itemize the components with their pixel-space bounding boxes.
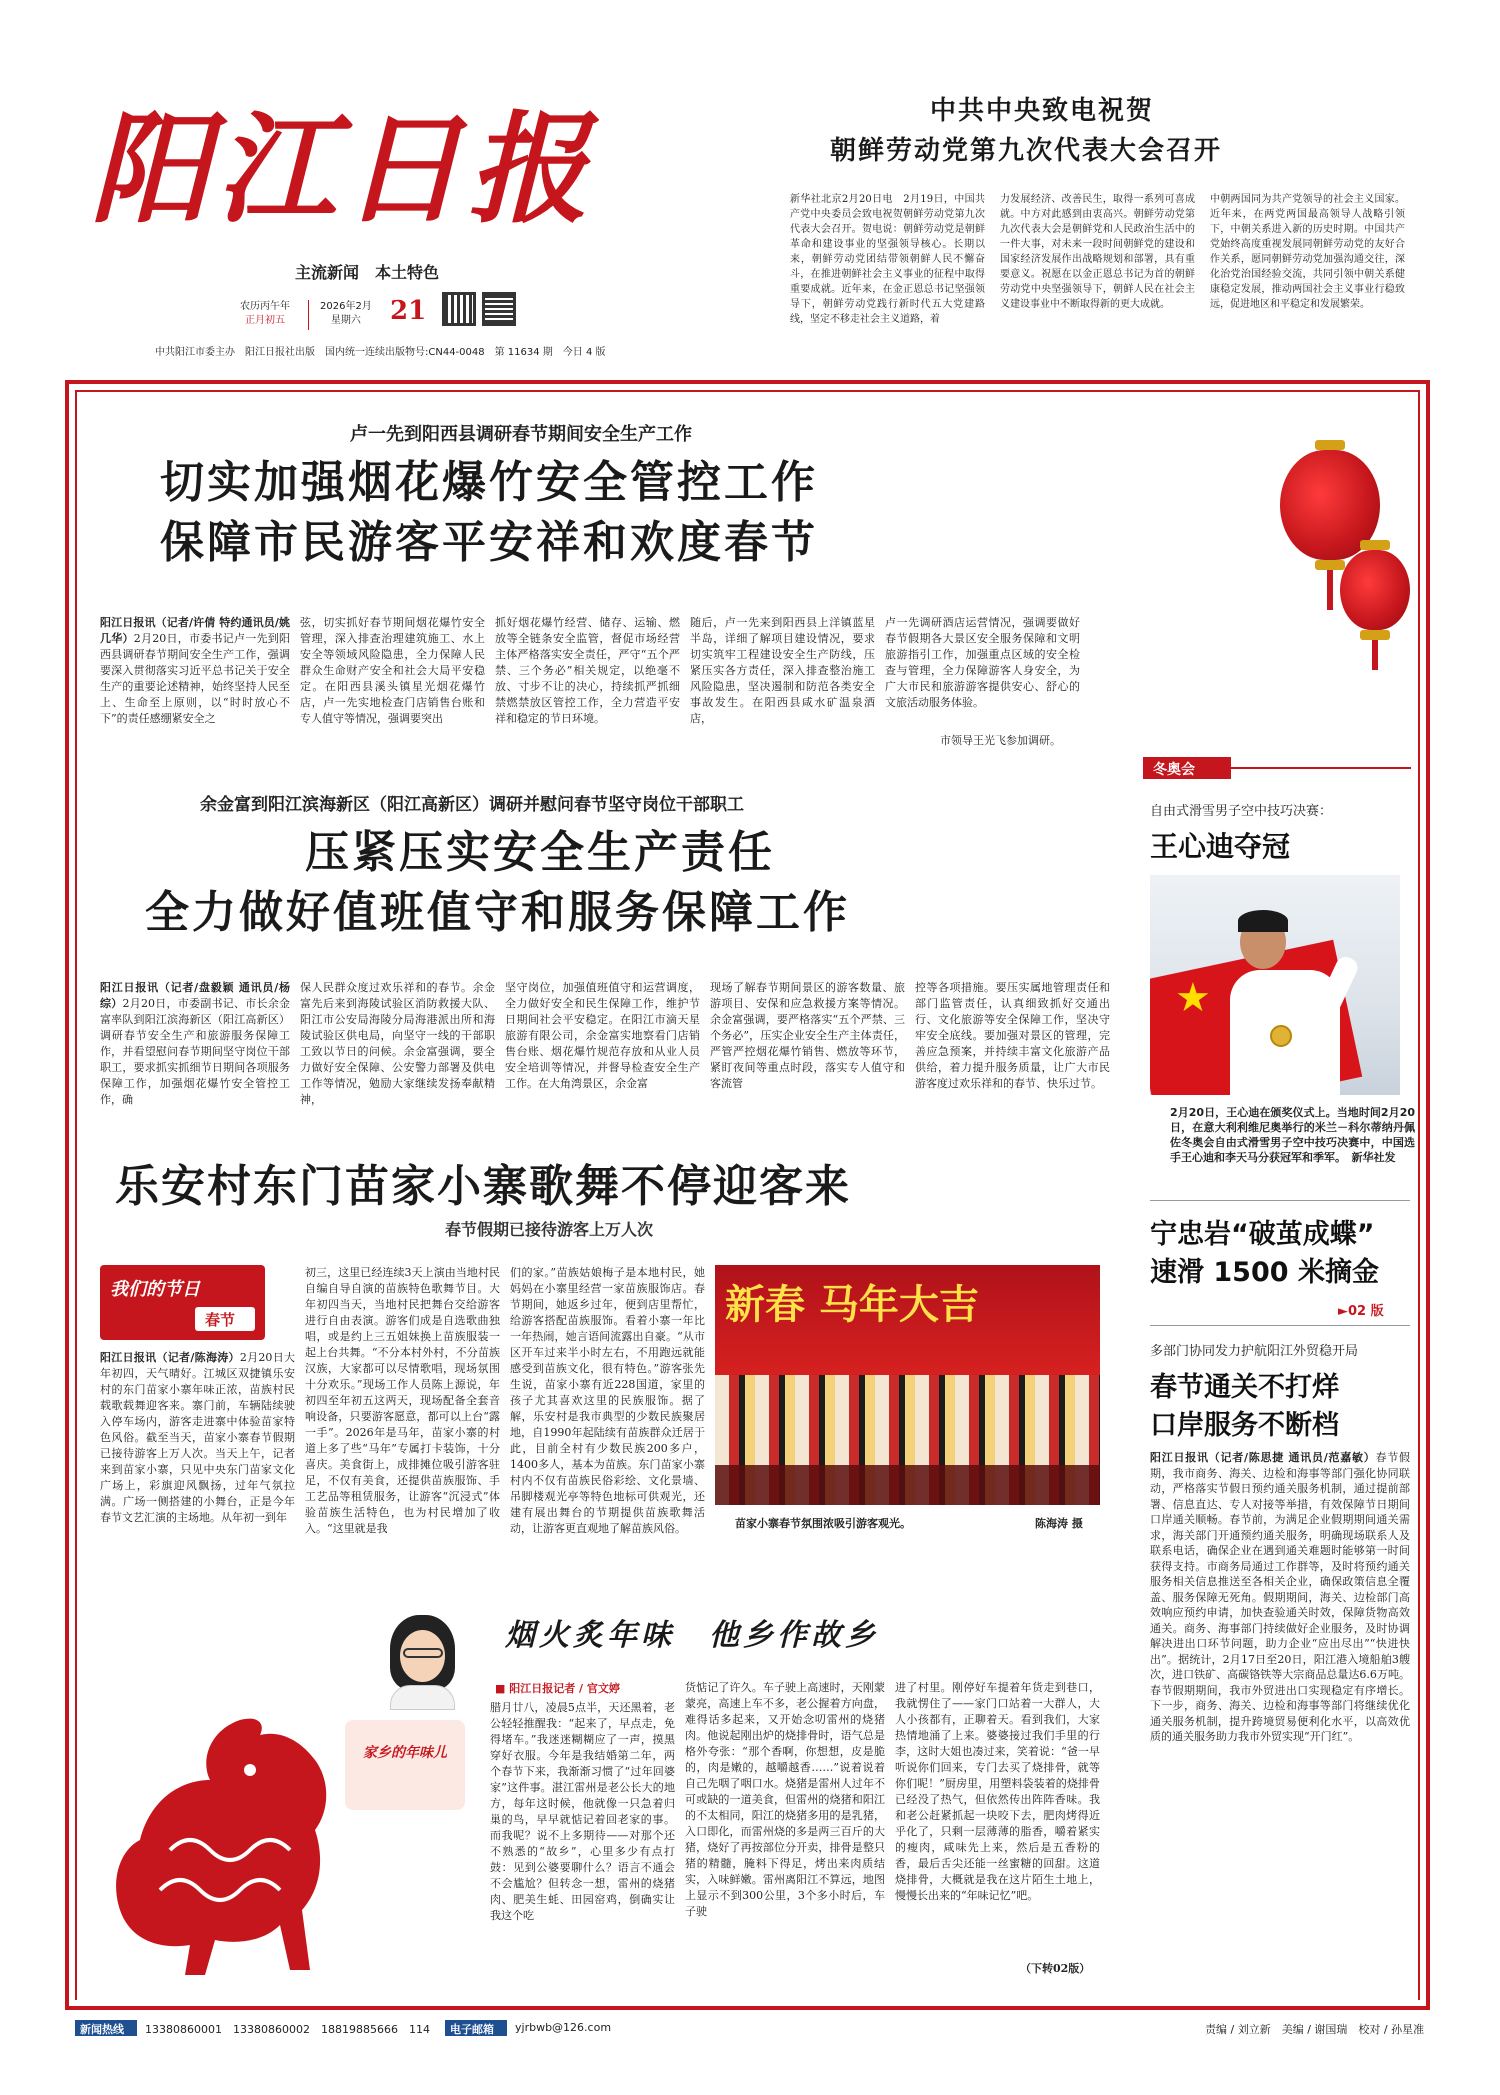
performance-photo	[715, 1265, 1100, 1505]
story3-byline: 阳江日报讯（记者/陈海涛）	[100, 1351, 240, 1364]
festival-badge-title: 我们的节日	[110, 1279, 200, 1300]
athlete-hair	[1238, 910, 1288, 932]
frame-inner-left	[75, 390, 77, 2000]
story1-col-5: 卢一先调研酒店运营情况，强调要做好春节假期各大景区安全服务保障和文明旅游指引工作，加强重点区域的安全检查与管理，全力保障游客人身安全，为广大市民和旅游游客提供安心、舒心的文旅活动服务体验。	[885, 616, 1080, 709]
story1-col-3: 抓好烟花爆竹经营、储存、运输、燃放等全链条安全监管，督促市场经营主体严格落实安全责任，严守“五个严禁、三个务必”相关规定，以绝毫不放、寸步不让的决心，持续抓严抓细禁燃禁放区管控工作，全力营造平安祥和稳定的节日环境。	[495, 616, 680, 725]
issue-date: 2026年2月	[320, 301, 372, 312]
lantern-icon	[1340, 550, 1410, 630]
top-news-headline-2: 朝鲜劳动党第九次代表大会召开	[830, 136, 1223, 166]
qr-code-1[interactable]	[442, 292, 476, 326]
story2-col-2: 保人民群众度过欢乐祥和的春节。余金富先后来到海陵试验区消防救援大队、阳江市公安局海陵分局海港派出所和海陵试验区供电局，向坚守一线的干部职工致以节日的问候。余金富强调，要全力做好安全保障、公安警力部署及供电工作等情况，勉励大家继续发扬奉献精神，	[300, 981, 495, 1106]
story1-col-1: 阳江日报讯（记者/许倩 特约通讯员/姚几华）2月20日，市委书记卢一先到阳西县调研春节期间安全生产工作，强调要深入贯彻落实习近平总书记关于安全生产的重要论述精神，始终坚持人民至上、生命至上原则，以“时时放心不下”的责任感绷紧安全之	[100, 616, 290, 725]
story2-col-5: 控等各项措施。要压实属地管理责任和部门监管责任，认真细致抓好交通出行、文化旅游等安全保障工作，坚决守牢安全底线。要加强对景区的管理，完善应急预案，并持续丰富文化旅游产品供给，着力提升服务质量，让广大市民游客度过欢乐祥和的春节、快乐过节。	[915, 981, 1110, 1090]
story3-col-1: 阳江日报讯（记者/陈海涛）2月20日大年初四，天气晴好。江城区双捷镇乐安村的东门苗家小寨年味正浓，苗族村民载歌载舞迎客来。寨门前，车辆陆续驶入停车场内，游客走进寨中体验苗家特色风俗。截至当天，苗家小寨春节假期已接待游客上万人次。当天上午，记者来到苗家小寨，只见中央东门苗家文化广场上，彩旗迎风飘扬，过年气氛拉满。广场一侧搭建的小舞台，正是今年春节文艺汇演的主场地。从年初一到年	[100, 1351, 295, 1524]
photo-credit: 陈海涛 摄	[1035, 1517, 1083, 1530]
issue-day: 21	[390, 296, 427, 326]
story1-headline-1: 切实加强烟花爆竹安全管控工作	[160, 457, 818, 508]
top-news-col-1: 新华社北京2月20日电 2月19日，中国共产党中央委员会致电祝贺朝鲜劳动党第九次代表大会召开。贺电说：朝鲜劳动党是朝鲜革命和建设事业的坚强领导核心。长期以来，朝鲜劳动党团结带领朝鲜人民不懈奋斗，在推进朝鲜社会主义事业的征程中取得重要成就。近年来，在金正恩总书记坚强领导下，朝鲜劳动党践行新时代五大党建路线，坚定不移走社会主义道路，着	[790, 194, 985, 325]
story3-headline: 乐安村东门苗家小寨歌舞不停迎客来	[115, 1161, 851, 1212]
top-news-headline-1: 中共中央致电祝贺	[930, 96, 1155, 126]
qr-code-2[interactable]	[482, 292, 516, 326]
story2-headline-2: 全力做好值班值守和服务保障工作	[145, 887, 850, 938]
story1-col-2: 弦，切实抓好春节期间烟花爆竹安全管理，深入排查治理建筑施工、水上安全等领域风险隐患，全力保障人民群众生命财产安全和社会大局平安稳定。在阳西县溪头镇星光烟花爆竹店，卢一先实地检查门店销售台账和专人值守等情况，强调要突出	[300, 616, 485, 725]
story3-subhead: 春节假期已接待游客上万人次	[445, 1220, 654, 1239]
story2-col-3: 坚守岗位，加强值班值守和运营调度，全力做好安全和民生保障工作，维护节日期间社会平安稳定。在阳江市滴天星旅游有限公司，余金富实地察看门店销售台账、烟花爆竹规范存放和从业人员安全培训等情况，并督导检查安全生产工作。在大角湾景区，余金富	[505, 981, 700, 1090]
sidebar2-headline-2: 口岸服务不断档	[1150, 1410, 1339, 1441]
footer-hotline: 13380860001 13380860002 18819885666 114	[145, 2023, 430, 2036]
sidebar-kicker-2: 多部门协同发力护航阳江外贸稳开局	[1150, 1344, 1359, 1359]
story1-col-4: 随后，卢一先来到阳西县上洋镇蓝星半岛，详细了解项目建设情况，要求切实筑牢工程建设安全生产防线，压紧压实各方责任，深入排查整治施工风险隐患，坚决遏制和防范各类安全事故发生。在阳西县咸水矿温泉酒店，	[690, 616, 875, 725]
top-news-col-2: 力发展经济、改善民生，取得一系列可喜成就。中方对此感到由衷高兴。朝鲜劳动党第九次代表大会是朝鲜党和人民政治生活中的一件大事，对未来一段时间朝鲜党的建设和国家经济发展作出战略规划和部署，具有重要意义。祝愿在以金正恩总书记为首的朝鲜劳动党中央坚强领导下，朝鲜人民在社会主义建设事业中不断取得新的更大成就。	[1000, 194, 1195, 310]
story2-byline: 阳江日报讯（记者/盘毅颖 通讯员/杨综）	[100, 981, 290, 1010]
sidebar2-headline-1: 春节通关不打烊	[1150, 1372, 1339, 1403]
footer-email[interactable]: yjrbwb@126.com	[515, 2021, 612, 2034]
story2-col-1: 阳江日报讯（记者/盘毅颖 通讯员/杨综）2月20日，市委副书记、市长余金富率队到阳江滨海新区（阳江高新区）调研春节安全生产和旅游服务保障工作，并看望慰问春节期间坚守岗位干部职工，要求抓实抓细节日期间各项服务保障工作，加强烟花爆竹安全管控工作，确	[100, 981, 290, 1106]
story2-col-4: 现场了解春节期间景区的游客数量、旅游项目、安保和应急救援方案等情况。余金富强调，要严格落实“五个严禁、三个务必”，压实企业安全生产主体责任，严管严控烟花爆竹销售、燃放等环节，紧盯夜间等重点时段，落实专人值守和客流管	[710, 981, 905, 1090]
stage-floor	[715, 1465, 1100, 1505]
medal-icon	[1270, 1025, 1292, 1047]
frame-inner-top	[75, 390, 1420, 392]
brief-headline-1: 宁忠岩“破茧成蝶”	[1150, 1219, 1375, 1250]
issue-weekday: 星期六	[330, 315, 361, 326]
sidebar-kicker: 自由式滑雪男子空中技巧决赛：	[1150, 804, 1333, 819]
column-title: 烟火炙年味 他乡作故乡	[505, 1618, 879, 1653]
story1-kicker: 卢一先到阳西县调研春节期间安全生产工作	[350, 424, 692, 445]
masthead-title: 阳江日报	[90, 99, 594, 240]
page-ref-link[interactable]: ►02 版	[1338, 1304, 1384, 1319]
masthead	[90, 60, 780, 360]
sidebar-headline: 王心迪夺冠	[1150, 830, 1291, 863]
story1-footer: 市领导王光飞参加调研。	[940, 734, 1061, 747]
top-news	[760, 80, 1420, 340]
lunar-year: 农历丙午年	[240, 301, 290, 312]
story3-col-2: 初三，这里已经连续3天上演由当地村民自编自导自演的苗族特色歌舞节目。大年初四当天，当地村民把舞台交给游客进行自由表演。游客们成是自选歌曲独唱，或是约上三五姐妹换上苗族服装一起上台共舞。“不分本村外村，不分苗族汉族，大家都可以尽情歌唱，现场氛围十分欢乐。”现场工作人员陈上源说，年初四至年初五这两天，现场配备全套音响设备，只要游客愿意，都可以上台“露一手”。2026年是马年，苗家小寨的村道上多了些“马年”专属打卡装饰，十分喜庆。美食街上，成排摊位吸引游客驻足，不仅有美食，还提供苗族服饰、手工艺品等租赁服务，让游客“沉浸式”体验苗族生活特色，也为村民增加了收入。“这里就是我	[305, 1266, 500, 1535]
brief-headline-2: 速滑 1500 米摘金	[1150, 1257, 1379, 1288]
column-seal-text: 家乡的年味儿	[363, 1745, 447, 1761]
festival-badge	[100, 1265, 265, 1340]
top-news-col-3: 中朝两国同为共产党领导的社会主义国家。近年来，在两党两国最高领导人战略引领下，中朝关系进入新的历史时期。中国共产党始终高度重视发展同朝鲜劳动党的友好合作关系，愿同朝鲜劳动党加强沟通交往，深化治党治国经验交流，共同引领中朝关系健康稳定发展，推动两国社会主义事业行稳致远，促进地区和平稳定和发展繁荣。	[1210, 194, 1405, 310]
flag-star-icon: ★	[1175, 975, 1211, 1021]
story1-headline-2: 保障市民游客平安祥和欢度春节	[160, 517, 818, 568]
glasses-icon	[403, 1648, 443, 1658]
column-continue: （下转02版）	[1020, 1962, 1091, 1975]
column-byline: ■ 阳江日报记者 / 官文婷	[495, 1682, 620, 1695]
photo-caption: 苗家小寨春节氛围浓吸引游客观光。	[735, 1517, 911, 1530]
story2-kicker: 余金富到阳江滨海新区（阳江高新区）调研并慰问春节坚守岗位干部职工	[200, 795, 744, 815]
photo-banner-text: 新春 马年大吉	[725, 1281, 979, 1328]
horse-papercut	[90, 1700, 350, 1990]
masthead-slogan: 主流新闻 本土特色	[295, 263, 440, 282]
footer-email-label: 电子邮箱	[450, 2023, 494, 2036]
story3-col-3: 们的家。”苗族姑娘梅子是本地村民，她妈妈在小寨里经营一家苗族服饰店。春节期间，她返乡过年，便到店里帮忙，给游客搭配苗族服饰。看着小寨一年比一年热闹，她言语间流露出自豪。“从市区开车过来半小时左右，不用跑远就能感受到苗族文化，很有特色。”游客张先生说，苗家小寨有近228国道，家里的孩子尤其喜欢这里的民族服饰。据了解，乐安村是我市典型的少数民族聚居地，自1990年起陆续有苗族群众迁居于此，目前全村有少数民族200多户，1400多人，基本为苗族。东门苗家小寨村内不仅有苗族民俗彩绘、文化景墙、吊脚楼观光亭等特色地标可供观光，还建有展出舞台的节期提供苗族歌舞活动，让游客更直观地了解苗族风俗。	[510, 1266, 705, 1535]
story2-headline-1: 压紧压实安全生产责任	[305, 827, 775, 878]
festival-badge-label: 春节	[205, 1311, 236, 1329]
portrait-shirt	[390, 1685, 455, 1710]
lunar-box	[240, 300, 290, 328]
sidebar2-body: 阳江日报讯（记者/陈思捷 通讯员/范嘉敏）春节假期，我市商务、海关、边检和海事等部门强化协同联动，严格落实节假日预约通关服务机制，通过提前部署、信息直达、专人对接等举措，有效保障节日期间口岸通关顺畅。春节前，为满足企业假期期间通关需求，海关部门开通预约通关服务，明确现场联系人及联系电话，确保企业在遇到通关难题时能够第一时间获得支持。市商务局通过工作群等，及时将预约通关服务相关信息推送至各相关企业，确保政策信息全覆盖、服务保障无死角。假期期间，海关、边检部门高效响应预约申请，加快查验通关时效，保障货物高效通关。商务、海事部门持续做好企业服务，及时协调解决进出口环节问题，助力企业“应出尽出”“快进快出”。据统计，2月17日至20日，阳江港入境船舶3艘次，进口铁矿、高碳铬铁等大宗商品总量达6.6万吨。春节假期期间，我市外贸进出口实现稳定有序增长。下一步，商务、海关、边检和海事等部门将继续优化通关服务机制，提升跨境贸易便利化水平，以高效优质的通关服务助力我市外贸实现“开门红”。	[1150, 1451, 1410, 1743]
lunar-day: 正月初五	[245, 315, 285, 326]
date-box	[320, 300, 372, 328]
column-col-2: 货惦记了许久。车子驶上高速时，天刚蒙蒙亮，高速上车不多，老公握着方向盘，难得话多起来，又开始念叨雷州的烧猪肉。他说起刚出炉的烧排骨时，语气总是格外夸张：“那个香啊，你想想，皮是脆的，肉是嫩的，越嚼越香……”说着说着自己先咽了咽口水。烧猪是雷州人过年不可或缺的一道美食，但雷州的烧猪和阳江的不太相同，阳江的烧猪多用的是乳猪，入口即化，而雷州烧的多是两三百斤的大猪，烧好了再按部位分开卖，排骨是整只猪的精髓，腌料下得足，烤出来肉质结实，入味鲜嫩。雷州离阳江不算远，地图上显示不到300公里，3个多小时后，车子驶	[685, 1681, 885, 1918]
story1-byline: 阳江日报讯（记者/许倩 特约通讯员/姚几华）	[100, 616, 290, 645]
column-seal	[345, 1720, 465, 1810]
sidebar2-byline: 阳江日报讯（记者/陈思捷 通讯员/范嘉敏）	[1150, 1451, 1376, 1464]
column-col-3: 进了村里。刚停好车提着年货走到巷口，我就愣住了——家门口站着一大群人，大人小孩都有，正聊着天。看到我们，大家热情地涌了上来。婆婆接过我们手里的行李，这时大姐也凑过来，笑着说：“爸一早听说你们回来，专门去买了烧排骨，就等你们呢！”厨房里，用塑料袋装着的烧排骨已经没了热气，但依然传出阵阵香味。我和老公赶紧抓起一块咬下去，肥肉烤得近乎化了，只剩一层薄薄的脂香，嚼着紧实的瘦肉，咸味先上来，然后是五香粉的香，最后舌尖还能一丝蜜糖的回甜。这道烧排骨，大概就是我在这片陌生土地上，慢慢长出来的“年味记忆”吧。	[895, 1681, 1100, 1902]
column-col-1: 腊月廿八，凌晨5点半，天还黑着，老公轻轻推醒我：“起来了，早点走，免得堵车。”我迷迷糊糊应了一声，摸黑穿好衣服。今年是我结婚第二年，两个春节下来，我渐渐习惯了“过年回婆家”这件事。湛江雷州是老公长大的地方，每年这时候，他就像一只急着归巢的鸟，早早就惦记着回老家的事。而我呢？说不上多期待——对那个还不熟悉的“故乡”，心里多少有点打鼓：见到公婆要聊什么？语言不通会不会尴尬？但转念一想，雷州的烧猪肉、肥美生蚝、田园窑鸡，倒确实让我这个吃	[490, 1701, 675, 1922]
author-portrait	[375, 1610, 470, 1710]
sidebar-caption: 2月20日，王心迪在颁奖仪式上。当地时间2月20日，在意大利利维尼奥举行的米兰－科尔蒂纳丹佩佐冬奥会自由式滑雪男子空中技巧决赛中，中国选手王心迪和李天马分获冠军和季军。 新华社发	[1170, 1106, 1415, 1164]
frame-inner-right	[1418, 390, 1420, 2000]
publisher-line: 中共阳江市委主办 阳江日报社出版 国内统一连续出版物号:CN44-0048 第 11634 期 今日 4 版	[155, 347, 606, 358]
sidebar-tag-label: 冬奥会	[1153, 762, 1195, 778]
athlete-photo	[1150, 875, 1400, 1095]
lantern-tassel	[1327, 570, 1333, 610]
lantern-tassel	[1372, 640, 1378, 670]
footer-hotline-label: 新闻热线	[80, 2023, 124, 2036]
footer-editors: 责编 / 刘立新 美编 / 谢国瑞 校对 / 孙星准	[1205, 2023, 1425, 2036]
